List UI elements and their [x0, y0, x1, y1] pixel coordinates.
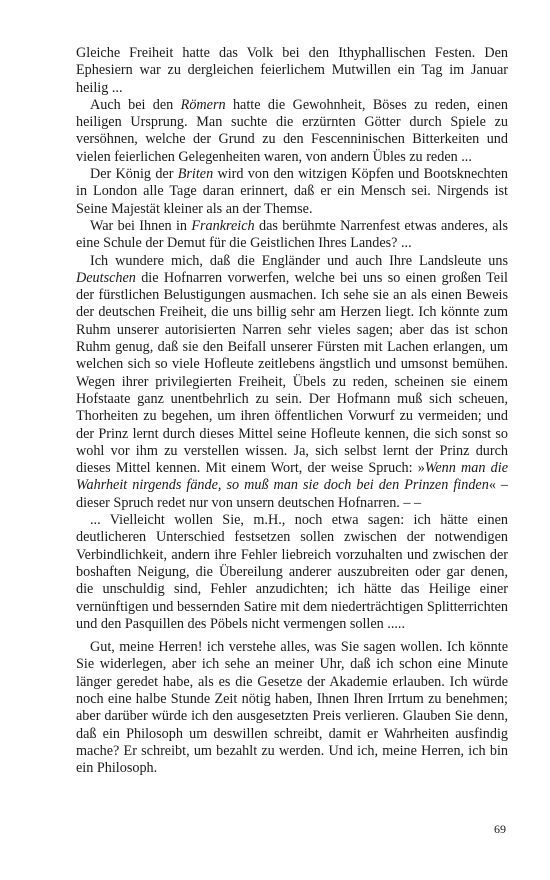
paragraph: [76, 639, 508, 777]
paragraph: [76, 45, 508, 97]
text-run: das berühmte Narrenfest etwas anderes, als eine Schule der Demut für die Geistlichen Ihres Landes? ...: [76, 217, 508, 252]
text-run: Ich wundere mich, daß die Engländer und auch Ihre Landsleute uns: [90, 252, 508, 269]
text-run: ... Vielleicht wollen Sie, m.H., noch etwa sagen: ich hätte einen deutlicheren Unterschied festsetzen sollen zwischen der notwendigen Verbindlichkeit, andern ihre Fehler liebreich vorzuhalten und zwischen der boshaften Neigung, die Übereilung anderer auszubreiten oder gar denen, die unschuldig sind, Fehler anzudichten; ich hätte das Heilige einer vernünftigen und bessernden Satire mit dem niederträchtigen Splitterrichten und den Pasquillen des Pöbels nicht vermengen sollen .....: [76, 512, 508, 632]
text-run: War bei Ihnen in: [90, 217, 192, 234]
paragraph: [76, 218, 508, 253]
text-run: Der König der: [90, 166, 178, 183]
paragraph: [76, 97, 508, 166]
paragraph: [76, 512, 508, 633]
text-run: Gut, meine Herren! ich verstehe alles, was Sie sagen wollen. Ich könnte Sie widerlegen, aber ich sehe an meiner Uhr, daß ich schon eine Minute länger geredet habe, als es die Gesetze der Akademie erlauben. Ich würde noch eine halbe Stunde Zeit nötig haben, Ihnen Ihren Irrtum zu benehmen; aber darüber würde ich den ausgesetzten Preis verlieren. Glauben Sie denn, daß ein Philosoph um deswillen schreibt, damit er Wahrheiten ausfindig mache? Er schreibt, um bezahlt zu werden. Und ich, meine Herren, ich bin ein Philosoph.: [76, 639, 508, 777]
text-run: hatte die Gewohnheit, Böses zu reden, einen heiligen Ursprung. Man suchte die erzürnten Götter durch Spiele zu versöhnen, welche der Grund zu den Fescenninischen Bitterkeiten und vielen feierlichen Gelegenheiten waren, von andern Übles zu reden ...: [76, 96, 508, 165]
italic-text: Wenn man die Wahrheit nirgends fände, so muß man sie doch bei den Prinzen finden: [76, 460, 509, 494]
italic-text: Briten: [177, 166, 214, 183]
italic-text: Römern: [180, 96, 226, 113]
paragraph: [76, 253, 508, 512]
italic-text: Frankreich: [191, 217, 255, 234]
paragraph: [76, 166, 508, 218]
text-run: die Hofnarren vorwerfen, welche bei uns so einen großen Teil der fürstlichen Belustigungen ausmachen. Ich sehe sie an als einen Beweis der deutschen Freiheit, die uns billig sehr am Herzen liegt. Ich könnte zum Ruhm unserer autorisierten Narren sehr vieles sagen; aber das ist schon Ruhm genug, daß sie den Beifall unserer Fürsten mit Lachen erlangen, um welchen sich so viele Hofleute zeitlebens ängstlich und umsonst bemühen. Wegen ihrer privilegierten Freiheit, Übels zu reden, scheinen sie einem Hofstaate ganz unentbehrlich zu sein. Der Hofmann muß sich scheuen, Thorheiten zu begehen, um ihren öffentlichen Vorwurf zu vermeiden; und der Prinz lernt durch dieses Mittel seine Hofleute kennen, die sich sonst so wohl vor ihm zu verstellen wissen. Ja, sich selbst lernt der Prinz durch dieses Mittel kennen. Mit einem Wort, der weise Spruch: »: [76, 269, 508, 477]
page-text: [76, 45, 508, 777]
text-run: wird von den witzigen Köpfen und Bootsknechten in London alle Tage daran erinnert, daß er ein Mensch sei. Nirgends ist Seine Majestät kleiner als an der Themse.: [76, 166, 508, 217]
text-run: « – dieser Spruch redet nur von unsern deutschen Hofnarren. – –: [76, 477, 509, 511]
page-number: 69: [494, 822, 506, 836]
italic-text: Deutschen: [76, 269, 136, 286]
text-run: Auch bei den: [90, 96, 181, 113]
text-run: Gleiche Freiheit hatte das Volk bei den Ithyphallischen Festen. Den Ephesiern war zu dergleichen feierlichem Mutwillen ein Tag im Januar heilig ...: [76, 45, 508, 96]
